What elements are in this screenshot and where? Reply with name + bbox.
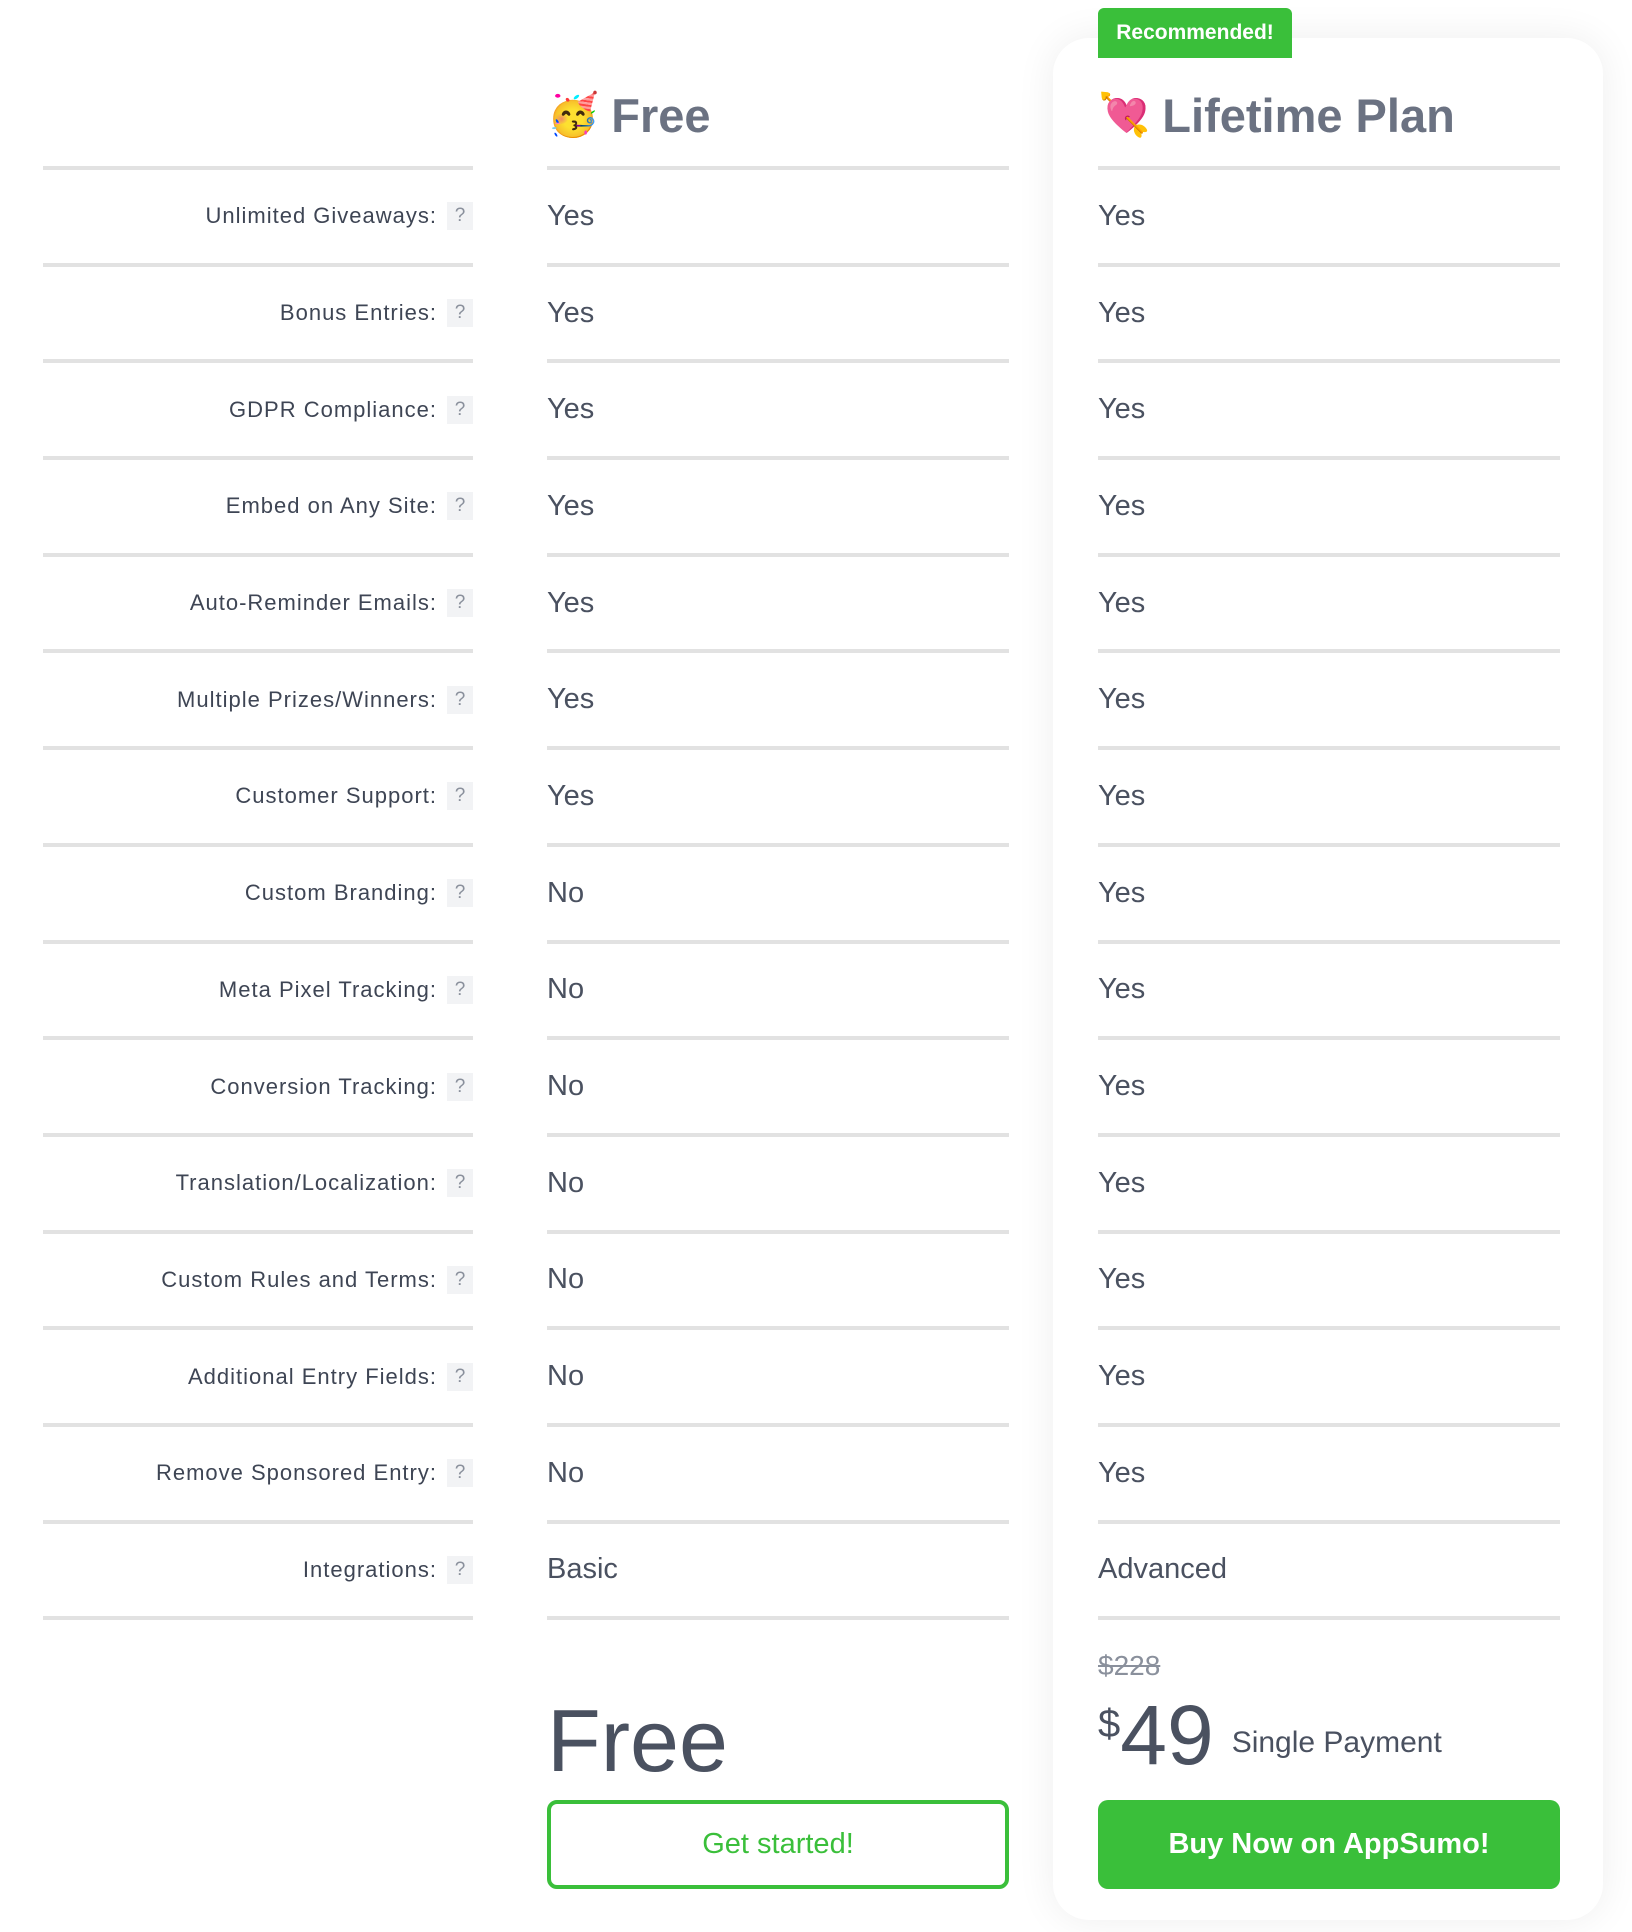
free-feature-value: Yes <box>547 489 595 522</box>
free-feature-value: No <box>547 973 585 1006</box>
lifetime-feature-value: Yes <box>1098 296 1146 329</box>
free-feature-value: Yes <box>547 296 595 329</box>
feature-row <box>1098 170 1560 267</box>
help-icon[interactable]: ? <box>447 492 473 520</box>
free-feature-value: No <box>547 876 585 909</box>
feature-row <box>1098 557 1560 654</box>
feature-row <box>547 557 1009 654</box>
lifetime-feature-value: Yes <box>1098 973 1146 1006</box>
feature-row <box>1098 653 1560 750</box>
feature-row <box>1098 1040 1560 1137</box>
feature-row <box>1098 363 1560 460</box>
feature-row <box>547 847 1009 944</box>
feature-row <box>43 557 473 654</box>
lifetime-feature-value: Yes <box>1098 876 1146 909</box>
feature-label: Custom Branding: <box>244 880 437 906</box>
free-feature-value: No <box>547 1263 585 1296</box>
free-feature-value: Basic <box>547 1553 618 1586</box>
feature-label: Additional Entry Fields: <box>188 1363 437 1389</box>
free-feature-values <box>547 166 1009 1620</box>
feature-row <box>1098 1427 1560 1524</box>
help-icon[interactable]: ? <box>447 202 473 230</box>
lifetime-plan-title <box>1098 82 1455 148</box>
feature-row <box>43 750 473 847</box>
feature-label: GDPR Compliance: <box>229 396 437 422</box>
help-icon[interactable]: ? <box>447 1073 473 1101</box>
help-icon[interactable]: ? <box>447 299 473 327</box>
feature-row <box>1098 847 1560 944</box>
lifetime-feature-value: Yes <box>1098 779 1146 812</box>
help-icon[interactable]: ? <box>447 1556 473 1584</box>
feature-row <box>43 1427 473 1524</box>
lifetime-feature-value: Yes <box>1098 1360 1146 1393</box>
lifetime-price <box>1098 1690 1442 1780</box>
feature-row <box>43 460 473 557</box>
feature-label: Conversion Tracking: <box>210 1073 437 1099</box>
help-icon[interactable]: ? <box>447 1459 473 1487</box>
feature-row <box>547 1524 1009 1621</box>
help-icon[interactable]: ? <box>447 396 473 424</box>
lifetime-feature-value: Yes <box>1098 1456 1146 1489</box>
free-feature-value: Yes <box>547 586 595 619</box>
help-icon[interactable]: ? <box>447 1169 473 1197</box>
feature-row <box>547 363 1009 460</box>
recommended-badge: Recommended! <box>1098 8 1292 58</box>
feature-row <box>43 944 473 1041</box>
feature-row <box>43 170 473 267</box>
feature-row <box>1098 1524 1560 1621</box>
feature-label: Embed on Any Site: <box>225 493 437 519</box>
feature-row <box>547 1137 1009 1234</box>
feature-row <box>1098 944 1560 1041</box>
heart-with-arrow-icon: 💘 <box>1098 90 1151 138</box>
free-feature-value: Yes <box>547 779 595 812</box>
free-feature-value: No <box>547 1166 585 1199</box>
help-icon[interactable]: ? <box>447 686 473 714</box>
feature-row <box>43 1330 473 1427</box>
feature-label-list <box>43 166 473 1620</box>
feature-label: Unlimited Giveaways: <box>205 203 437 229</box>
feature-row <box>43 1040 473 1137</box>
feature-label: Bonus Entries: <box>279 300 437 326</box>
free-plan-title <box>547 82 711 148</box>
free-feature-value: Yes <box>547 683 595 716</box>
feature-row <box>1098 1137 1560 1234</box>
lifetime-feature-value: Yes <box>1098 199 1146 232</box>
free-feature-value: Yes <box>547 199 595 232</box>
feature-label: Auto-Reminder Emails: <box>189 590 437 616</box>
feature-row <box>1098 267 1560 364</box>
lifetime-feature-value: Yes <box>1098 393 1146 426</box>
free-feature-value: No <box>547 1456 585 1489</box>
feature-row <box>43 1524 473 1621</box>
price-amount: 49 <box>1120 1688 1214 1782</box>
lifetime-feature-value: Yes <box>1098 1166 1146 1199</box>
feature-row <box>547 653 1009 750</box>
lifetime-feature-values <box>1098 166 1560 1620</box>
lifetime-feature-value: Advanced <box>1098 1553 1227 1586</box>
currency-symbol: $ <box>1098 1702 1121 1746</box>
feature-row <box>547 1427 1009 1524</box>
feature-row <box>43 267 473 364</box>
feature-row <box>43 847 473 944</box>
price-note: Single Payment <box>1231 1726 1442 1759</box>
feature-label: Integrations: <box>302 1556 437 1582</box>
feature-row <box>43 1137 473 1234</box>
feature-row <box>547 750 1009 847</box>
feature-row <box>547 267 1009 364</box>
lifetime-feature-value: Yes <box>1098 1070 1146 1103</box>
free-price: Free <box>547 1691 728 1790</box>
buy-now-appsumo-button[interactable]: Buy Now on AppSumo! <box>1098 1800 1560 1889</box>
original-price: $228 <box>1098 1650 1161 1681</box>
lifetime-feature-value: Yes <box>1098 683 1146 716</box>
feature-row <box>1098 460 1560 557</box>
lifetime-feature-value: Yes <box>1098 586 1146 619</box>
help-icon[interactable]: ? <box>447 976 473 1004</box>
feature-label: Remove Sponsored Entry: <box>155 1460 437 1486</box>
feature-row <box>1098 1234 1560 1331</box>
free-feature-value: No <box>547 1070 585 1103</box>
free-plan-name: Free <box>611 88 711 142</box>
free-feature-value: No <box>547 1360 585 1393</box>
help-icon[interactable]: ? <box>447 589 473 617</box>
party-face-icon: 🥳 <box>547 90 600 138</box>
lifetime-plan-name: Lifetime Plan <box>1162 88 1455 142</box>
help-icon[interactable]: ? <box>447 1363 473 1391</box>
feature-row <box>547 944 1009 1041</box>
lifetime-feature-value: Yes <box>1098 489 1146 522</box>
lifetime-feature-value: Yes <box>1098 1263 1146 1296</box>
feature-row <box>43 363 473 460</box>
feature-row <box>1098 750 1560 847</box>
feature-label: Meta Pixel Tracking: <box>218 976 437 1002</box>
feature-row <box>547 1234 1009 1331</box>
help-icon[interactable]: ? <box>447 782 473 810</box>
help-icon[interactable]: ? <box>447 879 473 907</box>
feature-row <box>43 1234 473 1331</box>
feature-row <box>547 1040 1009 1137</box>
help-icon[interactable]: ? <box>447 1266 473 1294</box>
feature-row <box>547 1330 1009 1427</box>
feature-row <box>1098 1330 1560 1427</box>
get-started-button[interactable]: Get started! <box>547 1800 1009 1889</box>
feature-row <box>547 460 1009 557</box>
feature-row <box>43 653 473 750</box>
feature-label: Translation/Localization: <box>175 1170 437 1196</box>
free-feature-value: Yes <box>547 393 595 426</box>
feature-label: Customer Support: <box>235 783 437 809</box>
feature-label: Custom Rules and Terms: <box>161 1266 437 1292</box>
feature-label: Multiple Prizes/Winners: <box>177 686 437 712</box>
feature-row <box>547 170 1009 267</box>
